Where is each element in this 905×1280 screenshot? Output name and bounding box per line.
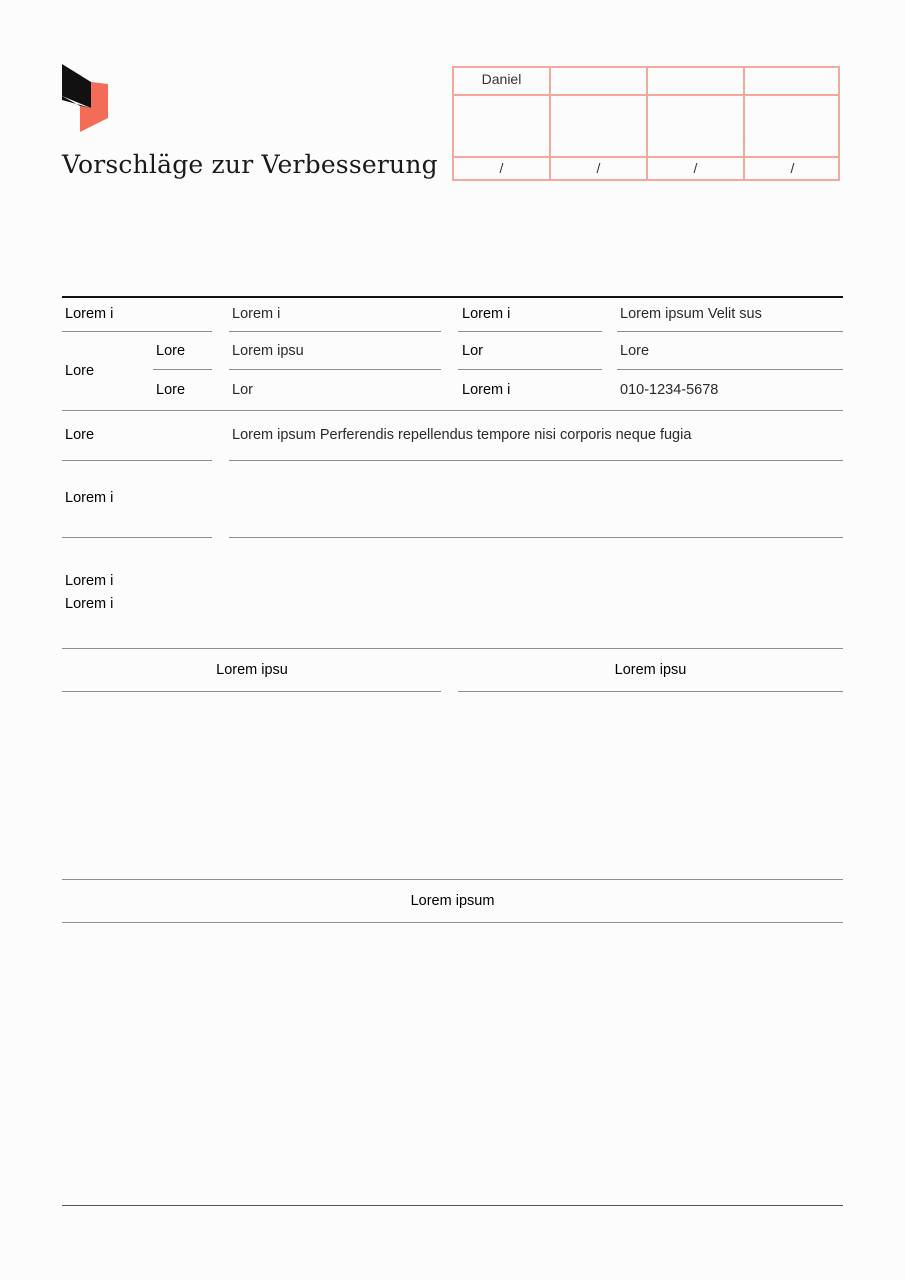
right-section-heading: Lorem ipsu	[614, 662, 687, 678]
rule	[458, 691, 843, 692]
approval-date-1: /	[499, 160, 504, 176]
r2-value1: Lorem ipsu	[232, 343, 304, 359]
r1-value2: Lorem ipsum Velit sus	[620, 306, 762, 322]
approval-date-3: /	[693, 160, 698, 176]
rule	[62, 922, 843, 923]
rule	[62, 460, 212, 461]
rule	[229, 460, 843, 461]
page-title: Vorschläge zur Verbesserung	[62, 150, 438, 179]
table-top-rule	[62, 296, 843, 298]
r1-label2: Lorem i	[462, 306, 511, 322]
r3-label2: Lorem i	[462, 382, 511, 398]
r2-sublabel: Lore	[156, 343, 186, 359]
rule	[617, 331, 843, 332]
phone-number: 010-1234-5678	[620, 382, 719, 398]
group-label: Lore	[65, 363, 95, 379]
r3-value1: Lor	[232, 382, 253, 398]
r6-label-a: Lorem i	[65, 573, 114, 589]
left-section-heading: Lorem ipsu	[216, 662, 288, 678]
r4-value: Lorem ipsum Perferendis repellendus tempore nisi corporis neque fugia	[232, 427, 692, 443]
r1-label1: Lorem i	[65, 306, 114, 322]
rule	[62, 410, 843, 411]
rule	[458, 369, 602, 370]
approver-name: Daniel	[481, 71, 522, 87]
rule	[62, 331, 212, 332]
rule	[153, 369, 212, 370]
r6-label-b: Lorem i	[65, 596, 114, 612]
footer-rule	[62, 1205, 843, 1206]
rule	[62, 537, 212, 538]
company-logo	[60, 62, 110, 134]
bottom-section-heading: Lorem ipsum	[410, 893, 495, 909]
rule	[62, 648, 843, 649]
approval-date-4: /	[790, 160, 795, 176]
r4-label: Lore	[65, 427, 95, 443]
rule	[62, 879, 843, 880]
r1-value1: Lorem i	[232, 306, 281, 322]
approval-date-2: /	[596, 160, 601, 176]
rule	[458, 331, 602, 332]
rule	[229, 537, 843, 538]
r2-value2: Lore	[620, 343, 650, 359]
rule	[617, 369, 843, 370]
r2-label2: Lor	[462, 343, 483, 359]
rule	[229, 331, 441, 332]
r5-label: Lorem i	[65, 490, 114, 506]
approval-box	[452, 66, 840, 181]
rule	[229, 369, 441, 370]
r3-sublabel: Lore	[156, 382, 186, 398]
rule	[62, 691, 441, 692]
